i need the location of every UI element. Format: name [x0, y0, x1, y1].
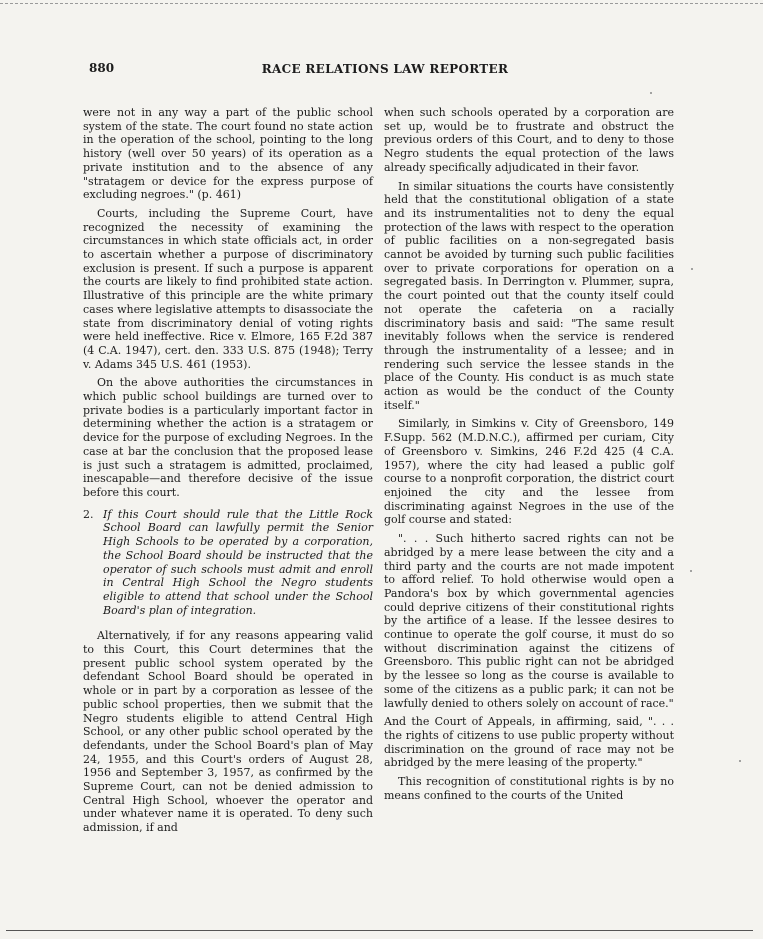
scan-speck [650, 92, 652, 94]
left-paragraph-4: Alternatively, if for any reasons appearing valid to this Court, this Court determines that the present public school system operated by the defendant School Board should be operated in whole or in part by a corporation as lessee of the public school properties, then we submit that the Negro students eligible to attend Central High School, or any other public school operated by the defendants, under the School Board's plan of May 24, 1955, and this Court's orders of August 28, 1956 and September 3, 1957, as confirmed by the Supreme Court, can not be denied admission to Central High School, whoever the operator and under whatever name it is operated. To deny such admission, if and [83, 629, 373, 835]
block-quote: ". . . Such hitherto sacred rights can not be abridged by a mere lease between the city and a third party and the courts are not made impotent to afford relief. To hold otherwise would open a Pandora's box by which governmental agencies could deprive citizens of their constitutional rights by the artifice of a lease. If the lessee desires to continue to operate the golf course, it must do so without discrimination against the citizens of Greensboro. This public right can not be abridged by the lessee so long as the course is available to some of the citizens as a public park; it can not be lawfully denied to others solely on account of race." [384, 532, 674, 710]
right-paragraph-4: And the Court of Appeals, in affirming, said, ". . . the rights of citizens to use public property without discrimination on the ground of race may not be abridged by the mere leasing of the property." [384, 715, 674, 770]
running-title: RACE RELATIONS LAW REPORTER [261, 62, 509, 76]
right-paragraph-1: when such schools operated by a corporation are set up, would be to frustrate and obstruct the previous orders of this Court, and to deny to those Negro students the equal protection of the laws already specifically adjudicated in their favor. [384, 106, 674, 174]
scan-speck [691, 268, 693, 270]
right-paragraph-2: In similar situations the courts have consistently held that the constitutional obligation of a state and its instrumentalities not to deny the equal protection of the laws with respect to the operation of public facilities on a non-segregated basis cannot be avoided by turning such public facilities over to private corporations for operation on a segregated basis. In Derrington v. Plummer, supra, the court pointed out that the county itself could not operate the cafeteria on a racially discriminatory basis and said: "The same result inevitably follows when the service is rendered through the instrumentality of a lessee; and in rendering such service the lessee stands in the place of the County. His conduct is as much state action as would be the conduct of the County itself." [384, 179, 674, 412]
left-column [83, 106, 373, 840]
top-dashed-border [0, 3, 763, 4]
right-paragraph-5: This recognition of constitutional rights is by no means confined to the courts of the United [384, 775, 674, 802]
left-paragraph-2: Courts, including the Supreme Court, have recognized the necessity of examining the circumstances in which state officials act, in order to ascertain whether a purpose of discriminatory exclusion is present. If such a purpose is apparent the courts are likely to find prohibited state action. Illustrative of this principle are the white primary cases where legislative attempts to disassociate the state from discriminatory denial of voting rights were held ineffective. Rice v. Elmore, 165 F.2d 387 (4 C.A. 1947), cert. den. 333 U.S. 875 (1948); Terry v. Adams 345 U.S. 461 (1953). [83, 206, 373, 371]
right-column [384, 106, 674, 807]
left-paragraph-1: were not in any way a part of the public school system of the state. The court found no state action in the operation of the school, pointing to the long history (well over 50 years) of its operation as a private institution and to the absence of any "stratagem or device for the express purpose of excluding negroes." (p. 461) [83, 106, 373, 202]
left-paragraph-3: On the above authorities the circumstances in which public school buildings are turned over to private bodies is a particularly important factor in determining whether the action is a stratagem or device for the purpose of excluding Negroes. In the case at bar the conclusion that the proposed lease is just such a stratagem is admitted, proclaimed, inescapable—and therefore decisive of the issue before this court. [83, 376, 373, 499]
bottom-page-edge [6, 930, 753, 931]
scan-speck [690, 570, 692, 572]
right-paragraph-3: Similarly, in Simkins v. City of Greensboro, 149 F.Supp. 562 (M.D.N.C.), affirmed per curiam, City of Greensboro v. Simkins, 246 F.2d 425 (4 C.A. 1957), where the city had leased a public golf course to a nonprofit corporation, the district court enjoined the city and the lessee from discriminating against Negroes in the use of the golf course and stated: [384, 417, 674, 527]
scan-speck [739, 760, 741, 762]
argument-heading [83, 508, 373, 618]
argument-heading-number: 2. [83, 507, 94, 521]
argument-heading-text: If this Court should rule that the Little Rock School Board can lawfully permit the Senior High Schools to be operated by a corporation, the School Board should be instructed that the operator of such schools must admit and enroll in Central High School the Negro students eligible to attend that school under the School Board's plan of integration. [103, 507, 373, 617]
page-number: 880 [89, 61, 115, 75]
